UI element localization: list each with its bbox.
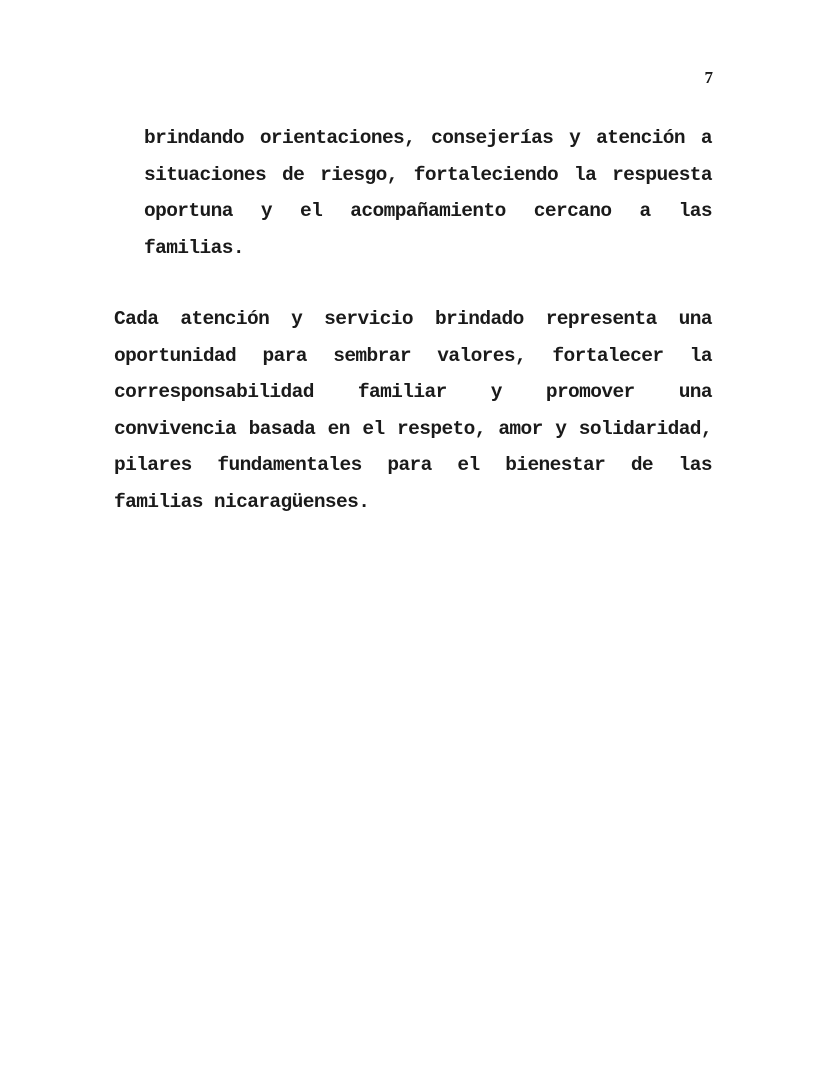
page-number: 7 <box>704 68 713 87</box>
paragraph-main: Cada atención y servicio brindado representa una oportunidad para sembrar valores, fortalecer la corresponsabilidad familiar y promover una convivencia basada en el respeto, amor y solidaridad, pilares fundamentales para el bienestar de las familias nicaragüenses. <box>114 308 712 513</box>
paragraph-continued: brindando orientaciones, consejerías y atención a situaciones de riesgo, fortaleciendo la respuesta oportuna y el acompañamiento cercano a las familias. <box>144 127 712 259</box>
